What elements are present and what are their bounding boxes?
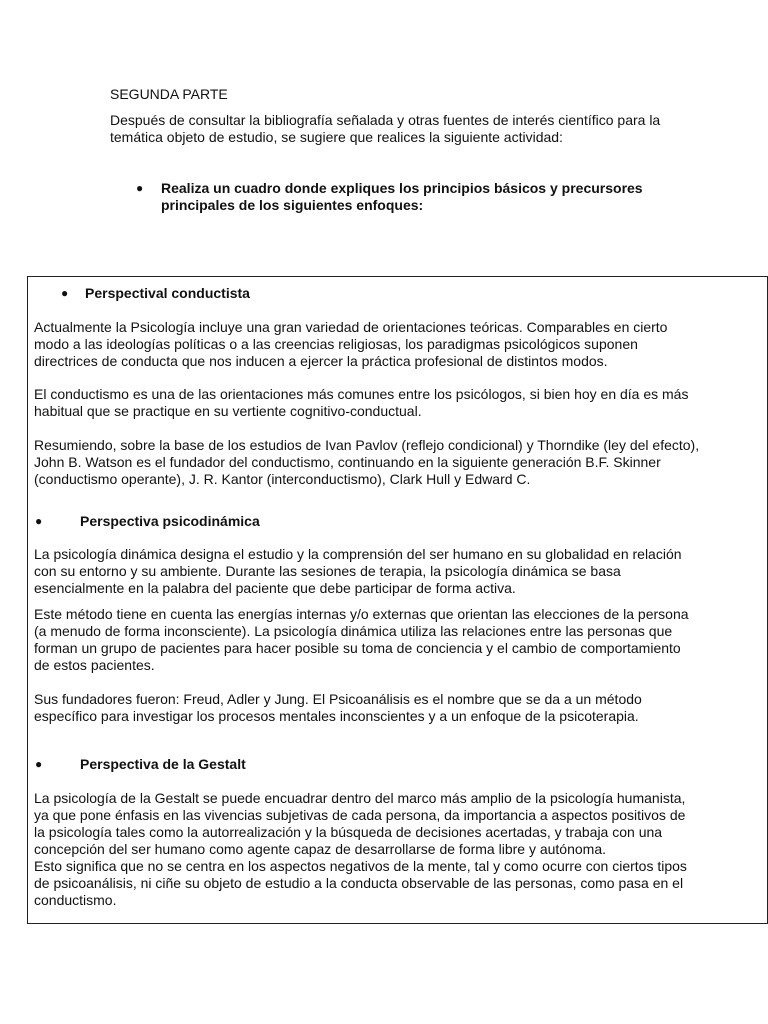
paragraph: El conductismo es una de las orientaciones más comunes entre los psicólogos, si bien hoy en día es más habitual que se practique en su vertiente cognitivo-conductual. [34, 386, 689, 419]
bullet-icon: ● [35, 757, 43, 771]
section-title-text: Perspectiva de la Gestalt [80, 756, 246, 772]
paragraph: Actualmente la Psicología incluye una gran variedad de orientaciones teóricas. Comparables en cierto modo a las ideologías políticas o a las creencias religiosas, los paradigmas psicológicos suponen directrices de conducta que nos inducen a ejercer la práctica profesional de distintos modos. [34, 319, 668, 369]
task-item [136, 180, 656, 214]
paragraph: Este método tiene en cuenta las energías internas y/o externas que orientan las elecciones de la persona (a menudo de forma inconsciente). La psicología dinámica utiliza las relaciones entre las personas que forman un grupo de pacientes para hacer posible su toma de conciencia y el cambio de comportamiento de estos pacientes. [34, 606, 689, 673]
intro-paragraph: Después de consultar la bibliografía señalada y otras fuentes de interés científico para la temática objeto de estudio, se sugiere que realices la siguiente actividad: [110, 112, 661, 145]
section-title-text: Perspectival conductista [85, 285, 250, 301]
paragraph: La psicología dinámica designa el estudio y la comprensión del ser humano en su globalidad en relación con su entorno y su ambiente. Durante las sesiones de terapia, la psicología dinámica se basa esencialmente en la palabra del paciente que debe participar de forma activa. [34, 546, 682, 596]
answer-box [27, 276, 768, 924]
bullet-icon: ● [35, 514, 43, 528]
bullet-icon: ● [136, 181, 144, 195]
paragraph: La psicología de la Gestalt se puede encuadrar dentro del marco más amplio de la psicología humanista, ya que pone énfasis en las vivencias subjetivas de cada persona, da importancia a aspectos positivos de la psicología tales como la autorrealización y la búsqueda de decisiones acertadas, y trabaja con una concepción del ser humano como agente capaz de desarrollarse de forma libre y autónoma. Esto significa que no se centra en los aspectos negativos de la mente, tal y como ocurre con ciertos tipos de psicoanálisis, ni ciñe su objeto de estudio a la conducta observable de las personas, como pasa en el conductismo. [34, 790, 687, 908]
intro-section [110, 86, 680, 146]
section-heading: SEGUNDA PARTE [110, 86, 228, 102]
paragraph: Sus fundadores fueron: Freud, Adler y Jung. El Psicoanálisis es el nombre que se da a un método específico para investigar los procesos mentales inconscientes y a un enfoque de la psicoterapia. [34, 691, 642, 724]
task-text: Realiza un cuadro donde expliques los principios básicos y precursores principales de los siguientes enfoques: [161, 180, 643, 213]
paragraph: Resumiendo, sobre la base de los estudios de Ivan Pavlov (reflejo condicional) y Thorndike (ley del efecto), John B. Watson es el fundador del conductismo, continuando en la siguiente generación B.F. Skinner (conductismo operante), J. R. Kantor (interconductismo), Clark Hull y Edward C. [34, 437, 700, 487]
bullet-icon: ● [61, 286, 69, 300]
section-title-text: Perspectiva psicodinámica [80, 513, 260, 529]
